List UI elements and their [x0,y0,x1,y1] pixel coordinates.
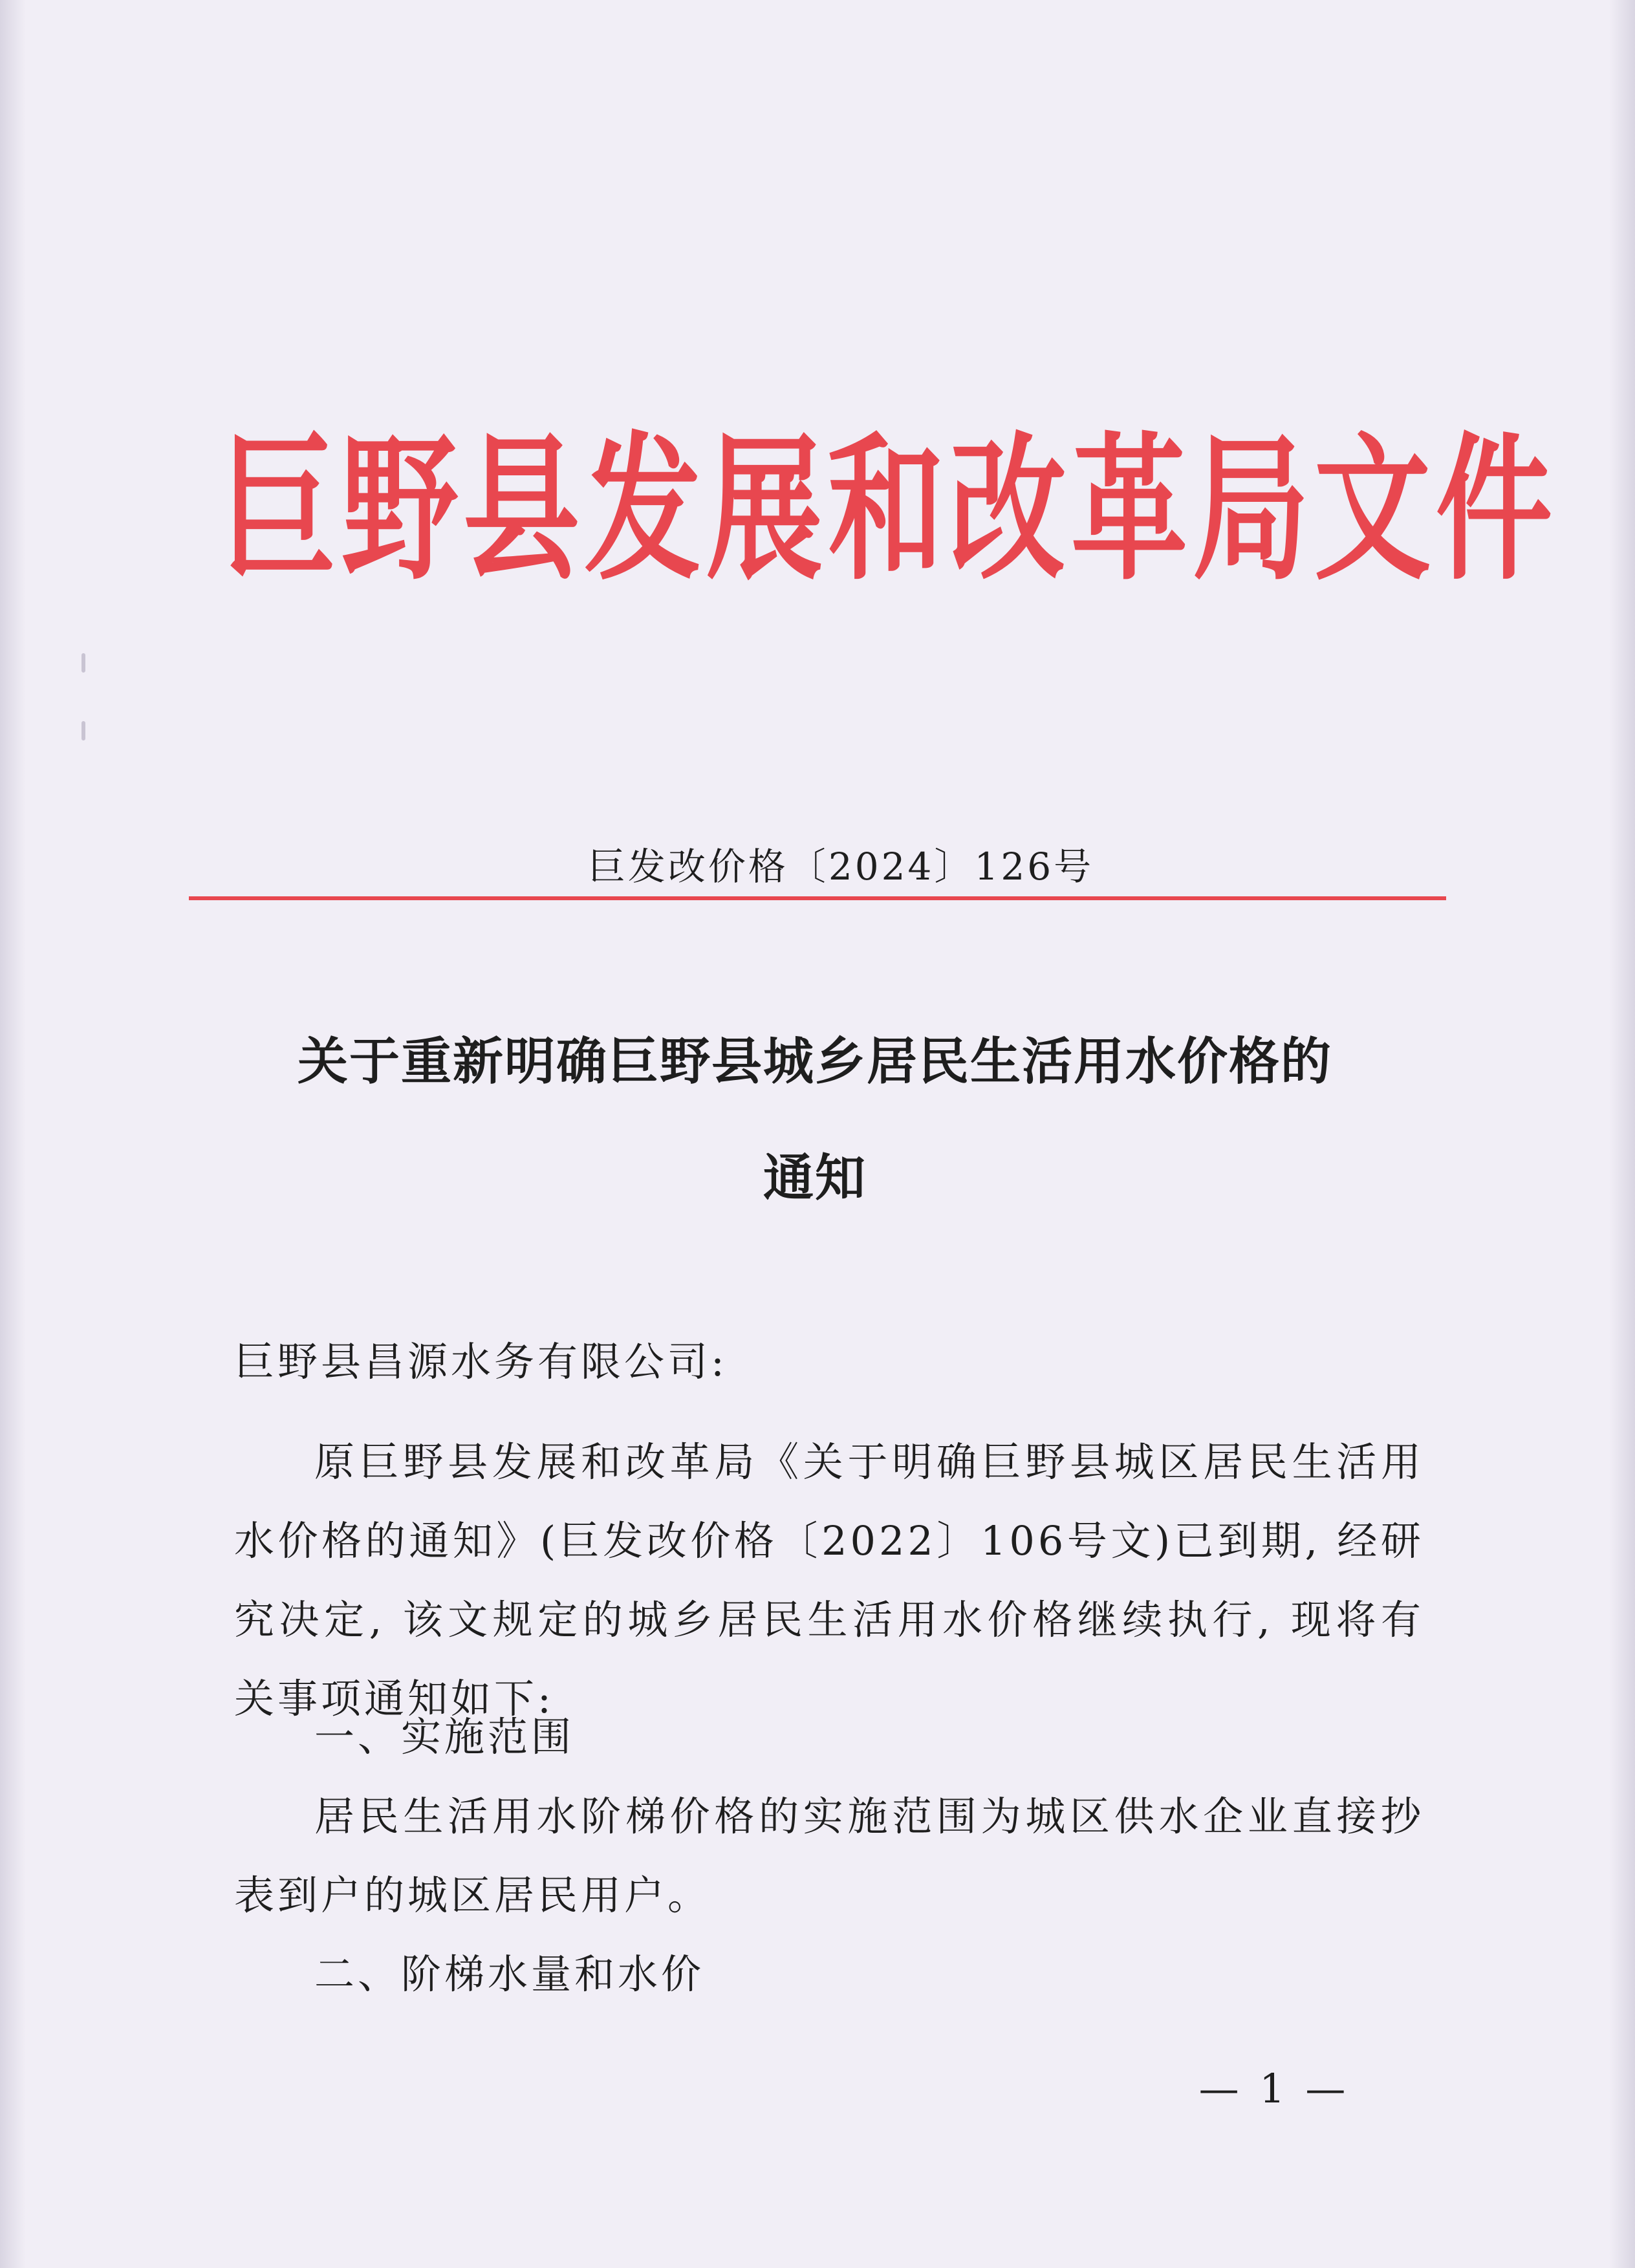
binding-hole-mark [81,721,85,740]
document-header: 巨野县发展和改革局文件 [220,419,1558,602]
section-paragraph-text: 居民生活用水阶梯价格的实施范围为城区供水企业直接抄表到户的城区居民用户。 [234,1793,1424,1919]
scan-edge-right [1609,0,1635,2268]
red-divider [189,896,1446,900]
notice-title-line-2: 通知 [763,1149,867,1207]
section-paragraph [234,1777,1424,1935]
section-heading-text: 二、阶梯水量和水价 [314,1950,705,1998]
section-heading [234,1698,1424,1777]
section-heading-text: 一、实施范围 [314,1713,575,1760]
scan-edge-left [0,0,26,2268]
salutation [234,1323,1424,1401]
notice-title-line-1: 关于重新明确巨野县城乡居民生活用水价格的 [297,1033,1332,1091]
page-number: — 1 — [1198,2065,1350,2112]
salutation-text: 巨野县昌源水务有限公司: [234,1338,728,1385]
section-heading [234,1935,1424,2014]
binding-hole-mark [81,653,85,673]
body-paragraph [234,1423,1424,1738]
document-number: 巨发改价格〔2024〕126号 [587,845,1094,889]
paragraph-text: 原巨野县发展和改革局《关于明确巨野县城区居民生活用水价格的通知》(巨发改价格〔2022〕106号文)已到期, 经研究决定, 该文规定的城乡居民生活用水价格继续执行, 现将有关事项通知如下: [234,1438,1424,1722]
